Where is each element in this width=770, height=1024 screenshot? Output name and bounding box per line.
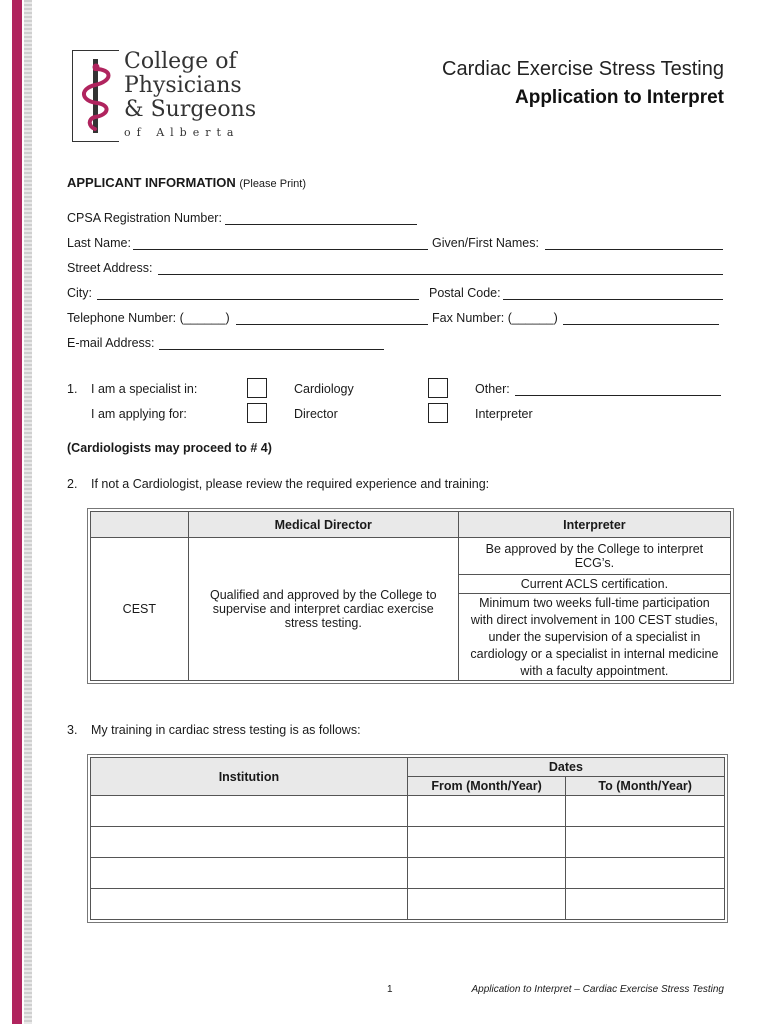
training-row bbox=[91, 827, 725, 858]
institution-cell-4[interactable] bbox=[91, 889, 408, 920]
requirements-row-1 bbox=[91, 538, 731, 575]
training-row bbox=[91, 858, 725, 889]
from-date-cell-2[interactable] bbox=[407, 827, 566, 858]
other-specialty-input[interactable] bbox=[515, 395, 721, 396]
cardiology-checkbox[interactable] bbox=[247, 378, 267, 398]
requirements-table bbox=[90, 511, 731, 681]
institution-cell-1[interactable] bbox=[91, 796, 408, 827]
logo-line-4: of Alberta bbox=[124, 126, 240, 139]
footer-doc-title: Application to Interpret – Cardiac Exercise Stress Testing bbox=[471, 984, 724, 995]
last-name-label: Last Name: bbox=[67, 236, 131, 250]
first-name-label: Given/First Names: bbox=[432, 236, 539, 250]
to-date-header: To (Month/Year) bbox=[566, 777, 725, 796]
interpreter-requirement-2: Current ACLS certification. bbox=[458, 575, 730, 594]
training-header-row-1 bbox=[91, 758, 725, 777]
logo-wordmark bbox=[124, 50, 256, 139]
medical-director-header: Medical Director bbox=[188, 512, 458, 538]
city-label: City: bbox=[67, 286, 92, 300]
registration-input[interactable] bbox=[225, 224, 417, 225]
cest-row-label: CEST bbox=[91, 538, 189, 681]
street-label: Street Address: bbox=[67, 261, 153, 275]
director-option-label: Director bbox=[294, 407, 338, 421]
specialist-label: I am a specialist in: bbox=[91, 382, 198, 396]
left-gray-stripe bbox=[24, 0, 32, 1024]
training-row bbox=[91, 796, 725, 827]
director-requirements: Qualified and approved by the College to supervise and interpret cardiac exercise stress testing. bbox=[188, 538, 458, 681]
from-date-cell-3[interactable] bbox=[407, 858, 566, 889]
postal-label: Postal Code: bbox=[429, 286, 501, 300]
logo-line-2: Physicians bbox=[124, 73, 242, 98]
interpreter-checkbox[interactable] bbox=[428, 403, 448, 423]
to-date-cell-1[interactable] bbox=[566, 796, 725, 827]
caduceus-icon bbox=[73, 51, 119, 141]
cardiologist-note: (Cardiologists may proceed to # 4) bbox=[67, 441, 272, 455]
email-input[interactable] bbox=[159, 349, 384, 350]
from-date-cell-1[interactable] bbox=[407, 796, 566, 827]
requirements-header-row bbox=[91, 512, 731, 538]
interpreter-header: Interpreter bbox=[458, 512, 730, 538]
training-row bbox=[91, 889, 725, 920]
institution-cell-3[interactable] bbox=[91, 858, 408, 889]
document-subtitle: Application to Interpret bbox=[515, 87, 724, 108]
logo-frame bbox=[72, 50, 119, 142]
last-name-input[interactable] bbox=[133, 249, 428, 250]
cardiology-option-label: Cardiology bbox=[294, 382, 354, 396]
city-input[interactable] bbox=[97, 299, 419, 300]
phone-label: Telephone Number: (______) bbox=[67, 311, 230, 325]
cpsa-logo bbox=[72, 50, 262, 145]
left-accent-stripe bbox=[12, 0, 22, 1024]
requirements-corner-cell bbox=[91, 512, 189, 538]
director-checkbox[interactable] bbox=[247, 403, 267, 423]
q3-number: 3. bbox=[67, 723, 78, 737]
logo-line-1: College of bbox=[124, 49, 237, 74]
other-option-label: Other: bbox=[475, 382, 510, 396]
q1-number: 1. bbox=[67, 382, 78, 396]
first-name-input[interactable] bbox=[545, 249, 723, 250]
interpreter-option-label: Interpreter bbox=[475, 407, 533, 421]
interpreter-requirement-3: Minimum two weeks full-time participation with direct involvement in 100 CEST studies, under the supervision of a specialist in cardiology or a specialist in internal medicine with a faculty appointment. bbox=[458, 594, 730, 681]
postal-input[interactable] bbox=[503, 299, 723, 300]
interpreter-requirement-1: Be approved by the College to interpret ECG’s. bbox=[458, 538, 730, 575]
to-date-cell-2[interactable] bbox=[566, 827, 725, 858]
applicant-heading-note: (Please Print) bbox=[239, 178, 307, 190]
to-date-cell-3[interactable] bbox=[566, 858, 725, 889]
training-table bbox=[90, 757, 725, 920]
applicant-section-heading bbox=[67, 175, 306, 190]
document-title: Cardiac Exercise Stress Testing bbox=[442, 58, 724, 80]
registration-label: CPSA Registration Number: bbox=[67, 211, 222, 225]
page-number: 1 bbox=[387, 984, 393, 995]
fax-label: Fax Number: (______) bbox=[432, 311, 558, 325]
q2-number: 2. bbox=[67, 477, 78, 491]
from-date-cell-4[interactable] bbox=[407, 889, 566, 920]
applicant-heading-text: APPLICANT INFORMATION bbox=[67, 175, 236, 190]
fax-input[interactable] bbox=[563, 324, 719, 325]
dates-header: Dates bbox=[407, 758, 724, 777]
q2-text: If not a Cardiologist, please review the required experience and training: bbox=[91, 477, 490, 491]
other-checkbox[interactable] bbox=[428, 378, 448, 398]
applying-label: I am applying for: bbox=[91, 407, 187, 421]
email-label: E-mail Address: bbox=[67, 336, 155, 350]
institution-cell-2[interactable] bbox=[91, 827, 408, 858]
q3-text: My training in cardiac stress testing is as follows: bbox=[91, 723, 361, 737]
street-input[interactable] bbox=[158, 274, 723, 275]
phone-input[interactable] bbox=[236, 324, 428, 325]
to-date-cell-4[interactable] bbox=[566, 889, 725, 920]
from-date-header: From (Month/Year) bbox=[407, 777, 566, 796]
logo-line-3: & Surgeons bbox=[124, 97, 257, 122]
institution-header: Institution bbox=[91, 758, 408, 796]
